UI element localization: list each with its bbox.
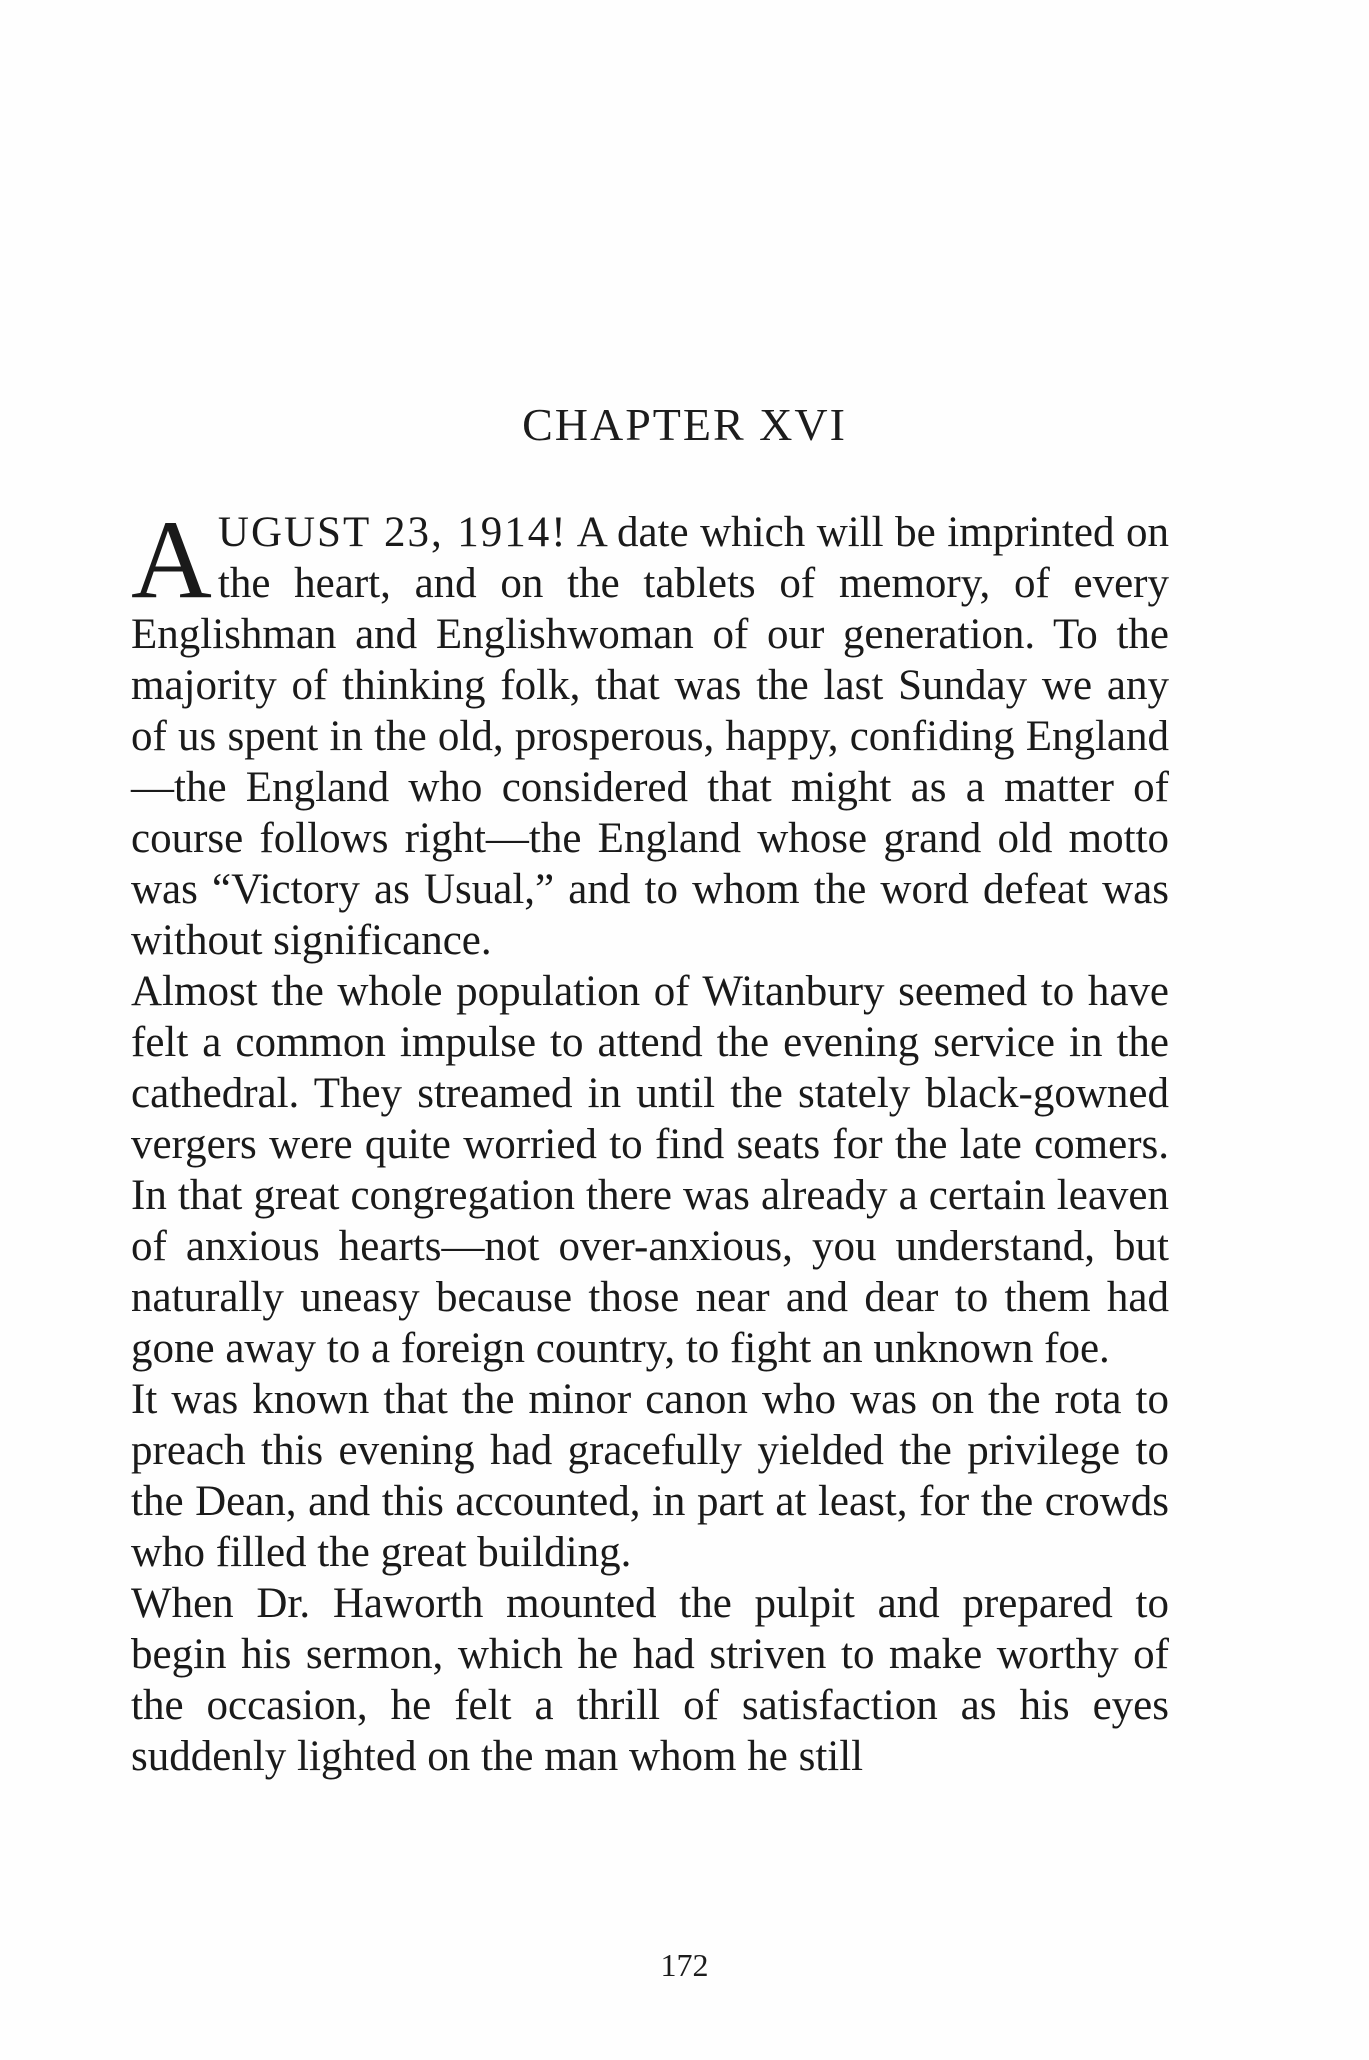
paragraph-4: When Dr. Haworth mounted the pulpit and prepared to begin his sermon, which he had striven to make worthy of the occasion, he felt a thrill of satisfaction as his eyes suddenly lighted on the man whom he still: [131, 1580, 1169, 1780]
paragraph-3: It was known that the minor canon who was on the rota to preach this evening had gracefully yielded the privilege to the Dean, and this accounted, in part at least, for the crowds who filled the great building.: [131, 1376, 1169, 1576]
chapter-heading: CHAPTER XVI: [522, 399, 847, 450]
page-number: 172: [660, 1947, 709, 1983]
paragraph-1: [131, 498, 1169, 966]
body-text: [131, 498, 1169, 1782]
drop-cap: A: [131, 498, 212, 622]
opening-words: UGUST 23, 1914!: [217, 509, 568, 556]
paragraph-1-text: A date which will be imprinted on the heart, and on the tablets of memory, of every Englishman and Englishwoman of our generation. To the majority of thinking folk, that was the last Sunday we any of us spent in the old, prosperous, happy, confiding England—the England who considered that might as a matter of course follows right—the England whose grand old motto was “Victory as Usual,” and to whom the word defeat was without significance.: [131, 509, 1169, 964]
paragraph-2: Almost the whole population of Witanbury seemed to have felt a common impulse to attend the evening service in the cathedral. They streamed in until the stately black-gowned vergers were quite worried to find seats for the late comers. In that great congregation there was already a certain leaven of anxious hearts—not over-anxious, you understand, but naturally uneasy because those near and dear to them had gone away to a foreign country, to fight an unknown foe.: [131, 968, 1169, 1372]
